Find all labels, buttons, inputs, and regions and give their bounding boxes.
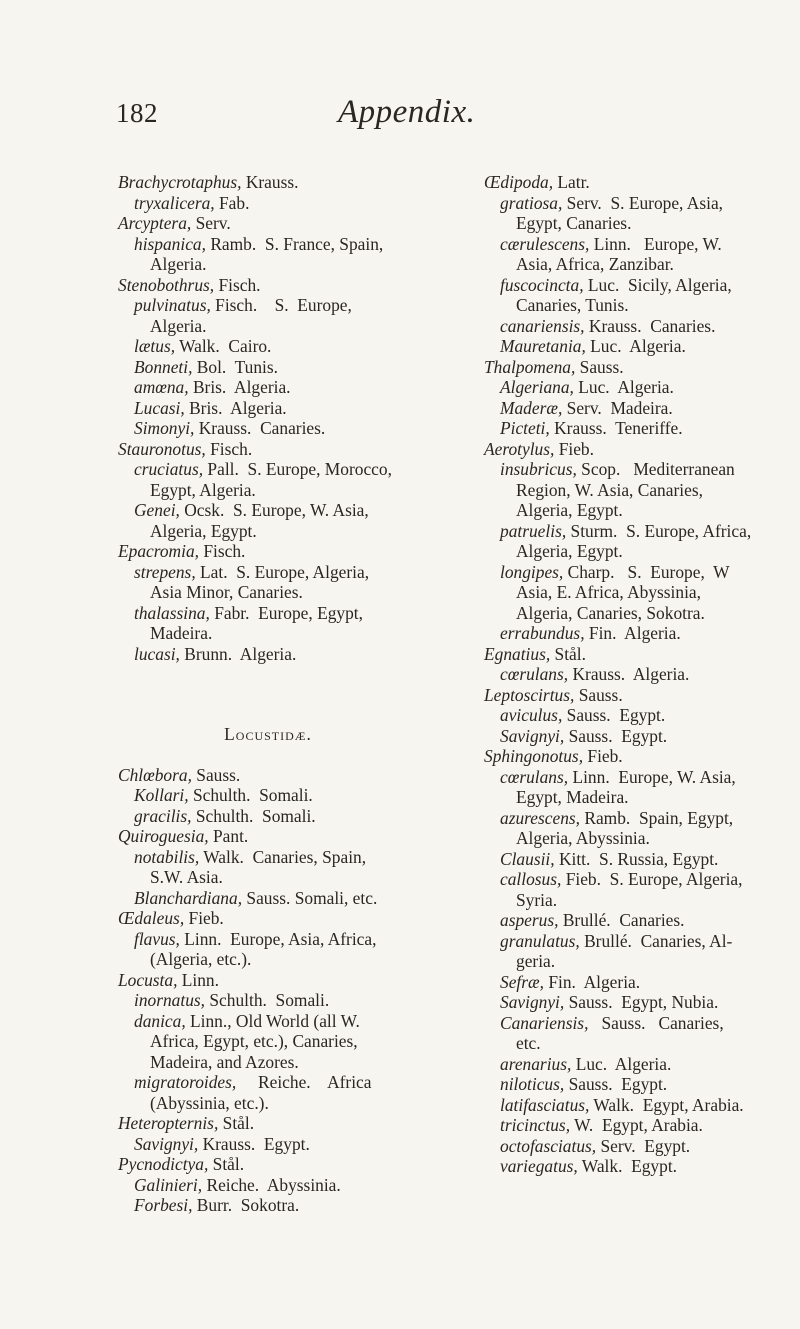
genus-entry [118, 1113, 418, 1134]
genus-entry [484, 439, 784, 460]
entry-details: Fieb. [554, 438, 594, 459]
genus-name: Heteropternis, [118, 1113, 219, 1133]
genus-name: Aerotylus, [484, 438, 555, 459]
entry-continuation: Egypt, Algeria. [150, 479, 256, 500]
entry-details: Sauss. Somali, etc. [242, 887, 378, 908]
species-entry [118, 295, 418, 316]
genus-entry [118, 970, 418, 991]
species-name: gratiosa, [500, 192, 563, 213]
genus-name: Œdipoda, [484, 172, 554, 192]
entry-details: Serv. Madeira. [562, 397, 673, 418]
entry-details: Krauss. Canaries. [584, 315, 716, 336]
entry-details: Brullé. Canaries, Al- [579, 930, 733, 951]
entry-details: Fin. Algeria. [543, 971, 641, 992]
genus-entry [118, 1154, 418, 1175]
entry-details: Serv. S. Europe, Asia, [562, 192, 724, 213]
entry-details: Reiche. Abyssinia. [202, 1174, 341, 1195]
species-name: Blanchardiana, [134, 887, 243, 908]
species-name: tricinctus, [500, 1115, 571, 1135]
species-entry [118, 1175, 418, 1196]
entry-details: Sauss. Egypt. [562, 705, 666, 725]
species-entry [118, 990, 418, 1011]
species-entry [484, 992, 784, 1013]
genus-name: Thalpomena, [484, 356, 576, 377]
entry-details: Schulth. Somali. [191, 805, 316, 826]
species-name: Simonyi, [134, 418, 195, 438]
genus-entry [484, 172, 784, 193]
species-name: lætus, [134, 336, 176, 356]
species-entry [484, 1136, 784, 1157]
entry-details: Sturm. S. Europe, Africa, [566, 520, 752, 541]
entry-details: Krauss. Algeria. [568, 664, 690, 684]
species-entry [484, 275, 784, 296]
entry-continuation: Algeria, Abyssinia. [516, 828, 650, 848]
genus-name: Chlœbora, [118, 764, 192, 785]
species-entry [118, 603, 418, 624]
entry-details: Linn. Europe, W. Asia, [568, 766, 736, 787]
entry-details: Krauss. Canaries. [194, 418, 326, 438]
entry-details: Kitt. S. Russia, Egypt. [554, 848, 719, 869]
entry-details: Sauss. Egypt. [564, 725, 668, 746]
entry-details: Linn. Europe, Asia, Africa, [179, 928, 377, 949]
genus-entry [118, 765, 418, 786]
species-name: flavus, [134, 928, 180, 949]
species-entry [484, 562, 784, 583]
entry-continuation: Asia, E. Africa, Abyssinia, [516, 582, 701, 602]
entry-details: Serv. Egypt. [596, 1135, 691, 1156]
species-entry [484, 1156, 784, 1177]
genus-entry [118, 541, 418, 562]
genus-entry [118, 439, 418, 460]
entry-continuation: Algeria. [150, 254, 207, 274]
section-heading: Locustidæ. [224, 724, 312, 744]
species-name: gracilis, [134, 805, 192, 826]
species-name: longipes, [500, 561, 564, 582]
genus-entry [118, 172, 418, 193]
running-title: Appendix. [338, 94, 476, 130]
species-entry [484, 869, 784, 890]
species-name: Genei, [134, 500, 180, 520]
species-name: variegatus, [500, 1156, 578, 1176]
entry-details: Fabr. Europe, Egypt, [209, 602, 363, 623]
species-entry [484, 972, 784, 993]
genus-entry [484, 746, 784, 767]
species-name: Picteti, [500, 418, 550, 438]
genus-name: Arcyptera, [118, 213, 192, 233]
entry-details: Luc. Algeria. [571, 1053, 672, 1074]
species-entry [118, 785, 418, 806]
entry-details: Fisch. [198, 541, 246, 561]
species-entry [118, 1134, 418, 1155]
genus-name: Brachycrotaphus, [118, 172, 242, 192]
section-gap [118, 664, 418, 724]
entry-details: Fin. Algeria. [584, 623, 681, 643]
species-entry [118, 562, 418, 583]
species-entry [118, 418, 418, 439]
species-name: Lucasi, [134, 397, 185, 418]
species-entry [484, 910, 784, 931]
entry-details: Bris. Algeria. [184, 397, 287, 418]
species-name: Sefræ, [500, 971, 544, 992]
left-column [118, 172, 418, 1216]
entry-continuation: Asia, Africa, Zanzibar. [516, 254, 674, 274]
genus-entry [118, 213, 418, 234]
entry-continuation: Madeira. [150, 623, 213, 643]
species-entry [484, 418, 784, 439]
entry-details: Walk. Cairo. [175, 336, 272, 356]
entry-details: Stål. [550, 643, 586, 664]
species-name: canariensis, [500, 315, 585, 336]
species-entry [118, 1072, 418, 1093]
genus-name: Leptoscirtus, [484, 684, 575, 705]
species-entry [484, 705, 784, 726]
entry-details: Fieb. S. Europe, Algeria, [561, 869, 743, 889]
genus-name: Stenobothrus, [118, 274, 215, 295]
entry-continuation: Madeira, and Azores. [150, 1051, 299, 1072]
genus-name: Stauronotus, [118, 438, 206, 459]
genus-entry [118, 275, 418, 296]
genus-name: Quiroguesia, [118, 826, 209, 846]
species-entry [484, 623, 784, 644]
species-entry [484, 1115, 784, 1136]
entry-details: Pall. S. Europe, Morocco, [203, 459, 392, 479]
entry-details: Bol. Tunis. [192, 356, 279, 377]
entry-continuation: Asia Minor, Canaries. [150, 582, 303, 602]
genus-name: Locusta, [118, 969, 178, 990]
entry-continuation: Canaries, Tunis. [516, 295, 629, 315]
entry-details: Fieb. [184, 908, 224, 928]
entry-details: Sauss. Egypt, Nubia. [564, 992, 719, 1012]
species-name: latifasciatus, [500, 1094, 590, 1115]
entry-details: Fab. [214, 192, 250, 213]
genus-entry [118, 908, 418, 929]
entry-continuation: Algeria. [150, 315, 207, 336]
entry-details: Sauss. Egypt. [564, 1074, 668, 1094]
genus-entry [484, 644, 784, 665]
entry-details: Ocsk. S. Europe, W. Asia, [179, 500, 369, 520]
entry-details: Ramb. S. France, Spain, [205, 233, 384, 254]
species-name: pulvinatus, [134, 295, 211, 315]
species-entry [484, 377, 784, 398]
species-name: asperus, [500, 910, 559, 930]
species-entry [484, 1054, 784, 1075]
entry-details: Fieb. [583, 746, 623, 766]
species-entry [484, 398, 784, 419]
entry-details: Scop. Mediterranean [576, 459, 735, 479]
entry-details: W. Egypt, Arabia. [570, 1115, 703, 1135]
species-name: Clausii, [500, 848, 555, 869]
species-entry [484, 1095, 784, 1116]
entry-details: Sauss. [191, 764, 241, 785]
genus-entry [484, 685, 784, 706]
species-name: danica, [134, 1010, 186, 1031]
species-entry [484, 931, 784, 952]
right-column [484, 172, 784, 1177]
species-entry [118, 888, 418, 909]
entry-details: Sauss. Canaries, [588, 1012, 724, 1033]
entry-details: Walk. Egypt. [577, 1156, 677, 1176]
entry-continuation: Syria. [516, 889, 558, 910]
entry-details: Charp. S. Europe, W [563, 561, 730, 582]
entry-details: Walk. Egypt, Arabia. [589, 1094, 744, 1115]
species-name: Savignyi, [500, 992, 565, 1012]
species-name: strepens, [134, 561, 196, 582]
species-name: cœrulans, [500, 766, 569, 787]
species-entry [484, 1074, 784, 1095]
page-number: 182 [116, 98, 158, 128]
species-entry [118, 929, 418, 950]
species-entry [484, 316, 784, 337]
entry-details: Fisch. S. Europe, [210, 295, 352, 315]
entry-continuation: Region, W. Asia, Canaries, [516, 479, 703, 500]
species-name: Forbesi, [134, 1195, 193, 1215]
species-name: inornatus, [134, 990, 206, 1010]
section-gap [118, 745, 418, 765]
species-name: notabilis, [134, 846, 200, 867]
species-entry [484, 521, 784, 542]
species-name: cruciatus, [134, 459, 204, 479]
species-entry [484, 193, 784, 214]
entry-continuation: Algeria, Egypt. [150, 520, 257, 541]
species-name: thalassina, [134, 602, 210, 623]
species-name: Maderæ, [500, 397, 563, 418]
species-name: aviculus, [500, 705, 563, 725]
genus-entry [484, 357, 784, 378]
genus-name: Œdaleus, [118, 908, 185, 928]
species-entry [118, 234, 418, 255]
genus-name: Pycnodictya, [118, 1154, 209, 1174]
entry-details: Lat. S. Europe, Algeria, [195, 561, 370, 582]
entry-details: Sauss. [575, 356, 624, 377]
species-name: patruelis, [500, 520, 567, 541]
entry-details: Brullé. Canaries. [558, 910, 685, 930]
species-entry [484, 664, 784, 685]
species-entry [118, 398, 418, 419]
species-name: lucasi, [134, 643, 180, 664]
entry-details: Fisch. [205, 438, 253, 459]
species-entry [118, 459, 418, 480]
entry-continuation: S.W. Asia. [150, 867, 223, 887]
genus-entry [118, 826, 418, 847]
species-entry [484, 1013, 784, 1034]
species-name: Savignyi, [134, 1133, 199, 1154]
species-name: fuscocincta, [500, 274, 584, 295]
entry-continuation: etc. [516, 1033, 541, 1053]
species-entry [484, 726, 784, 747]
species-entry [118, 847, 418, 868]
genus-name: Sphingonotus, [484, 746, 584, 766]
species-name: Kollari, [134, 785, 189, 805]
species-name: migratoroides, [134, 1072, 237, 1092]
species-name: Canariensis, [500, 1012, 589, 1033]
species-entry [484, 459, 784, 480]
species-name: cærulescens, [500, 233, 590, 254]
species-name: Bonneti, [134, 356, 193, 377]
species-name: Mauretania, [500, 336, 586, 356]
entry-details: Linn., Old World (all W. [185, 1010, 360, 1031]
genus-name: Egnatius, [484, 643, 551, 664]
page-header [0, 94, 800, 142]
species-entry [484, 849, 784, 870]
entry-details: Sauss. [574, 684, 623, 705]
entry-details: Ramb. Spain, Egypt, [580, 807, 734, 828]
entry-details: Brunn. Algeria. [179, 643, 297, 664]
species-entry [484, 336, 784, 357]
species-name: arenarius, [500, 1053, 572, 1074]
entry-details: Luc. Algeria. [585, 336, 686, 356]
entry-continuation: Egypt, Madeira. [516, 787, 629, 807]
species-entry [118, 644, 418, 665]
entry-details: Schulth. Somali. [188, 785, 313, 805]
species-name: tryxalicera, [134, 192, 215, 213]
entry-details: Luc. Sicily, Algeria, [583, 274, 732, 295]
entry-continuation: Algeria, Egypt. [516, 541, 623, 561]
entry-details: Reiche. Africa [236, 1072, 372, 1092]
entry-details: Linn. [177, 969, 219, 990]
entry-details: Pant. [208, 826, 249, 846]
genus-name: Epacromia, [118, 541, 199, 561]
entry-continuation: (Abyssinia, etc.). [150, 1092, 269, 1113]
species-name: callosus, [500, 869, 562, 889]
species-entry [118, 336, 418, 357]
entry-continuation: Algeria, Canaries, Sokotra. [516, 602, 705, 623]
entry-details: Schulth. Somali. [205, 990, 330, 1010]
species-name: niloticus, [500, 1074, 565, 1094]
entry-details: Krauss. Teneriffe. [549, 418, 683, 438]
species-name: granulatus, [500, 930, 580, 951]
species-entry [484, 234, 784, 255]
species-entry [484, 808, 784, 829]
entry-details: Bris. Algeria. [188, 377, 291, 397]
species-name: Algeriana, [500, 377, 574, 397]
species-entry [118, 357, 418, 378]
entry-details: Burr. Sokotra. [192, 1195, 300, 1215]
entry-details: Krauss. [241, 172, 299, 192]
species-name: amœna, [134, 377, 189, 397]
species-name: cœrulans, [500, 664, 569, 684]
entry-details: Linn. Europe, W. [589, 233, 722, 254]
entry-continuation: Africa, Egypt, etc.), Canaries, [150, 1031, 358, 1051]
species-entry [118, 806, 418, 827]
entry-details: Luc. Algeria. [573, 377, 674, 397]
entry-details: Walk. Canaries, Spain, [199, 846, 367, 867]
species-name: azurescens, [500, 807, 581, 828]
species-entry [118, 193, 418, 214]
entry-details: Latr. [553, 172, 590, 192]
entry-details: Krauss. Egypt. [198, 1133, 310, 1154]
entry-continuation: geria. [516, 951, 556, 971]
entry-details: Serv. [191, 213, 231, 233]
entry-details: Stål. [208, 1154, 245, 1174]
entry-details: Fisch. [214, 274, 261, 295]
species-name: hispanica, [134, 233, 206, 254]
species-entry [118, 377, 418, 398]
species-name: octofasciatus, [500, 1135, 597, 1156]
species-name: Savignyi, [500, 725, 565, 746]
species-name: insubricus, [500, 459, 577, 479]
entry-continuation: Algeria, Egypt. [516, 500, 623, 520]
species-entry [118, 1011, 418, 1032]
species-entry [118, 500, 418, 521]
species-entry [118, 1195, 418, 1216]
species-name: Galinieri, [134, 1174, 203, 1195]
species-name: errabundus, [500, 623, 585, 643]
entry-continuation: Egypt, Canaries. [516, 213, 632, 233]
species-entry [484, 767, 784, 788]
entry-details: Stål. [218, 1113, 255, 1133]
entry-continuation: (Algeria, etc.). [150, 949, 252, 969]
